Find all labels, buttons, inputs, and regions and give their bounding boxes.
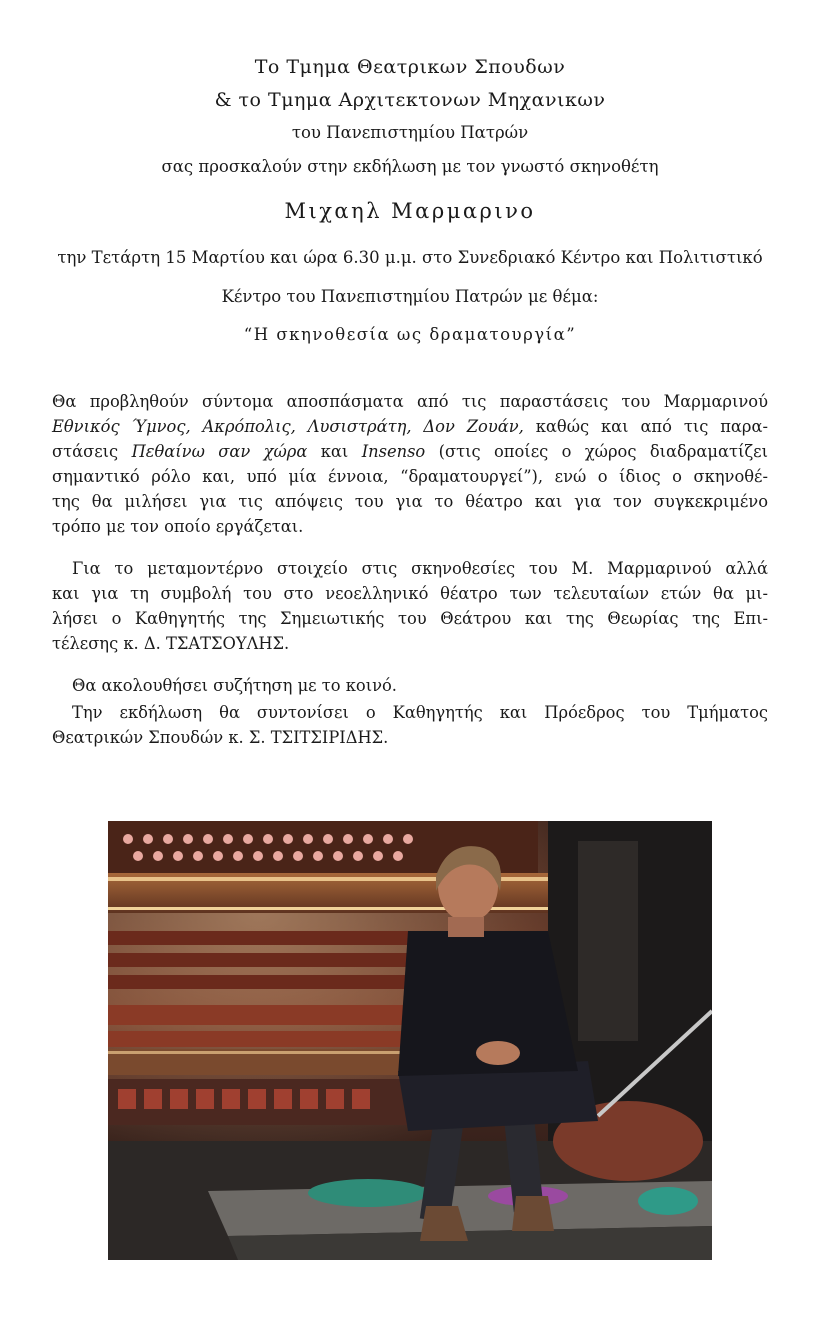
p1-line-6: τρόπο με τον οποίο εργάζεται. xyxy=(52,517,304,536)
header-line-2: & το Τμημα Αρχιτεκτονων Μηχανικων xyxy=(214,89,606,111)
p1-line-3-b: και xyxy=(307,442,362,461)
p1-line-2 xyxy=(52,414,768,439)
p2-line-2: και για τη συμβολή του στο νεοελληνικό θέατρο των τελευταίων ετών θα μι- xyxy=(52,584,768,603)
p3-line-1: Θα ακολουθήσει συζήτηση με το κοινό. xyxy=(72,676,397,695)
p2-line-4: τέλεσης κ. Δ. ΤΣΑΤΣΟΥΛΗΣ. xyxy=(52,634,290,653)
p1-line-4: σημαντικό ρόλο και, υπό μία έννοια, “δραματουργεί”), ενώ ο ίδιος ο σκηνοθέ- xyxy=(52,467,768,486)
p1-line-3-c: (στις οποίες ο χώρος διαδραματίζει xyxy=(425,442,769,461)
p1-line-3-a: στάσεις xyxy=(52,442,132,461)
header-line-1: Το Τμημα Θεατρικων Σπουδων xyxy=(254,56,566,78)
header-line-4: σας προσκαλούν στην εκδήλωση με τον γνωστό σκηνοθέτη xyxy=(161,157,659,176)
work-title-1: Πεθαίνω σαν χώρα xyxy=(131,442,308,461)
event-topic: “Η σκηνοθεσία ως δραματουργία” xyxy=(243,325,577,344)
work-title-2: Insenso xyxy=(361,442,426,461)
p1-line-3 xyxy=(52,439,768,464)
paragraph-4 xyxy=(52,700,768,750)
p4-line-2: Θεατρικών Σπουδών κ. Σ. ΤΣΙΤΣΙΡΙΔΗΣ. xyxy=(52,728,389,747)
guest-name: Μιχαηλ Μαρμαρινο xyxy=(284,199,536,223)
p1-line-1: Θα προβληθούν σύντομα αποσπάσματα από τις παραστάσεις του Μαρμαρινού xyxy=(52,392,768,411)
director-photo xyxy=(108,821,712,1260)
paragraph-1 xyxy=(52,389,768,539)
p2-line-1: Για το μεταμοντέρνο στοιχείο στις σκηνοθεσίες του Μ. Μαρμαρινού αλλά xyxy=(72,559,768,578)
header-line-3: του Πανεπιστημίου Πατρών xyxy=(291,123,529,142)
paragraph-2 xyxy=(52,556,768,656)
paragraph-3 xyxy=(52,673,768,698)
p1-line-5: της θα μιλήσει για τις απόψεις του για το θέατρο και για τον συγκεκριμένο xyxy=(52,492,768,511)
event-date-line-2: Κέντρο του Πανεπιστημίου Πατρών με θέμα: xyxy=(221,287,599,306)
event-date-line-1: την Τετάρτη 15 Μαρτίου και ώρα 6.30 μ.μ. στο Συνεδριακό Κέντρο και Πολιτιστικό xyxy=(57,248,763,267)
theater-stage-image xyxy=(108,821,712,1260)
p2-line-3: λήσει ο Καθηγητής της Σημειωτικής του Θεάτρου και της Θεωρίας της Επι- xyxy=(52,609,768,628)
p4-line-1: Την εκδήλωση θα συντονίσει ο Καθηγητής και Πρόεδρος του Τμήματος xyxy=(72,703,768,722)
p1-line-2-rest: καθώς και από τις παρα- xyxy=(523,417,768,436)
works-list: Εθνικός Ύμνος, Ακρόπολις, Λυσιστράτη, Δον Ζουάν, xyxy=(52,417,524,436)
